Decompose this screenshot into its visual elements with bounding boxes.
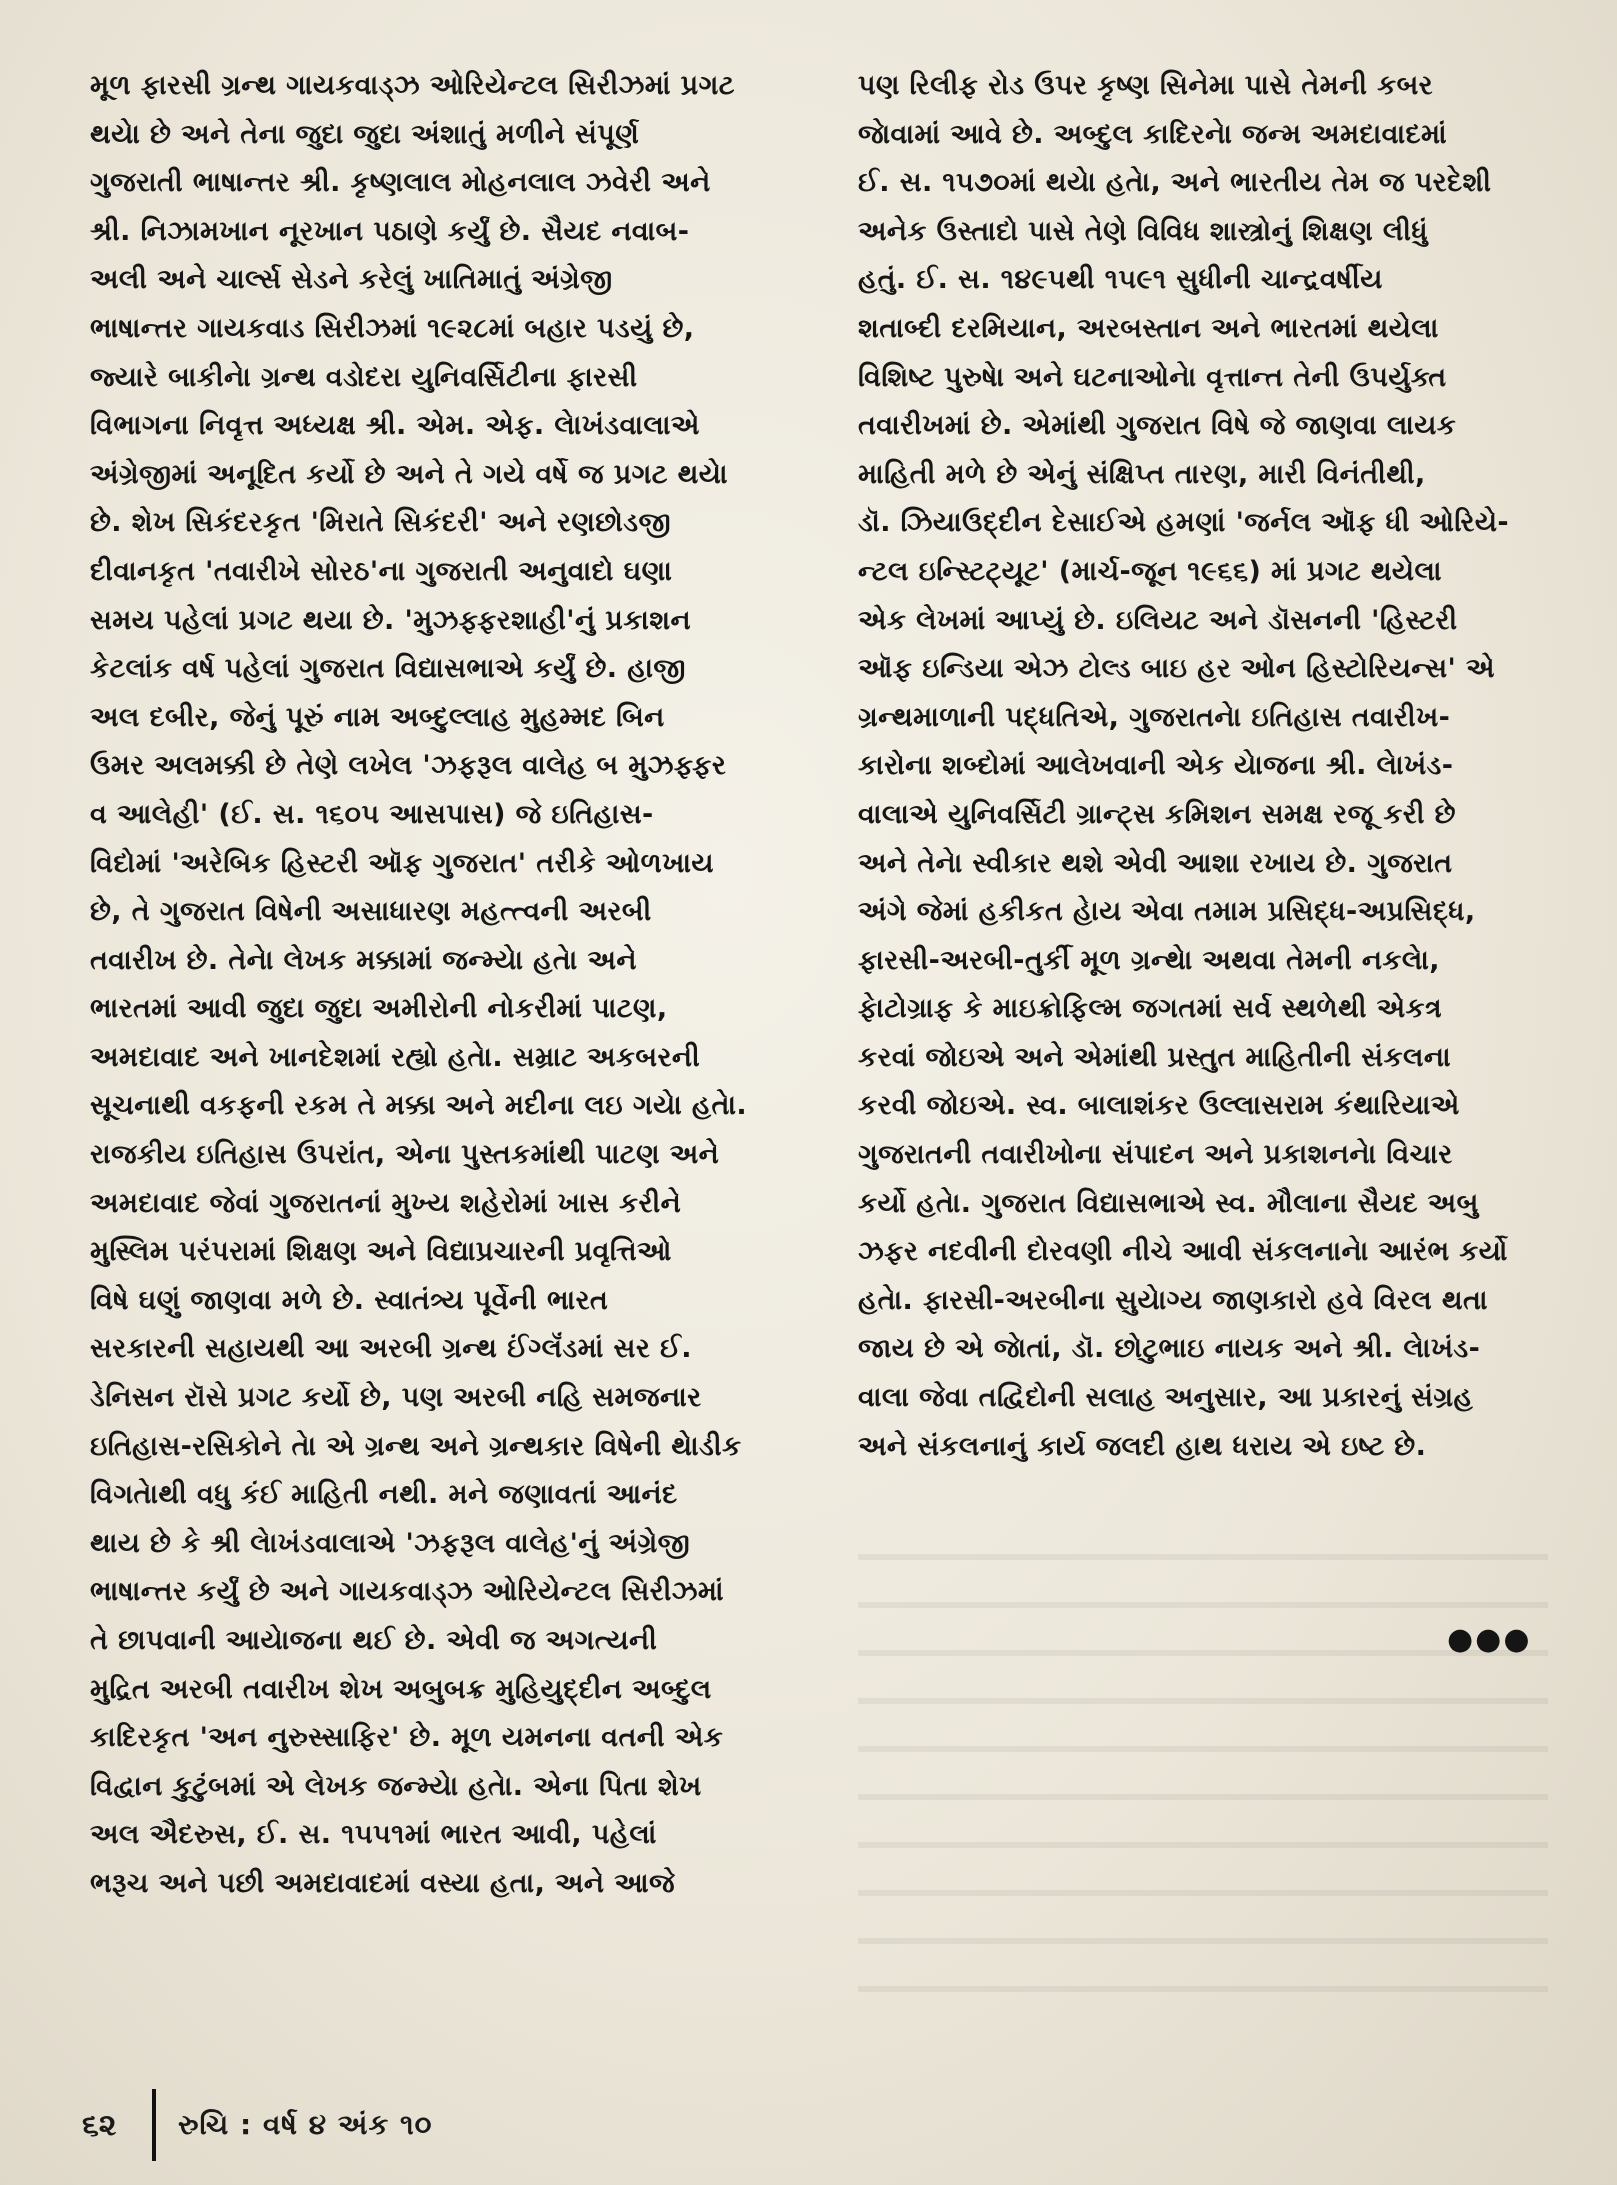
left-column-line: અલ દબીર, જેનું પૂરું નામ અબ્દુલ્લાહ મુહમ્મદ બિન bbox=[90, 701, 665, 733]
right-column-line: ફારસી-અરબી-તુર્કી મૂળ ગ્રન્થેા અથવા તેમની નકલેા, bbox=[858, 944, 1440, 976]
left-column-line: ડેનિસન રૉસે પ્રગટ કર્યો છે, પણ અરબી નહિ સમજનાર bbox=[90, 1382, 702, 1414]
left-column-line: જ્યારે બાકીનેા ગ્રન્થ વડોદરા યુનિવર્સિટીના ફારસી bbox=[90, 361, 638, 393]
right-column-line: તવારીખમાં છે. એમાંથી ગુજરાત વિષે જે જાણવા લાયક bbox=[858, 410, 1457, 442]
right-column-line: ઑફ ઇન્ડિયા એઝ ટોલ્ડ બાઇ હર ઓન હિસ્ટોરિયન્સ' એ bbox=[858, 653, 1495, 685]
left-column-line: દીવાનકૃત 'તવારીખે સોરઠ'ના ગુજરાતી અનુવાદો ઘણા bbox=[90, 555, 673, 587]
right-column-line: ઈ. સ. ૧૫૭૦માં થયેા હતેા, અને ભારતીય તેમ જ પરદેશી bbox=[858, 167, 1492, 199]
left-column-line: વિગતેાથી વધુ કંઈ માહિતી નથી. મને જણાવતાં આનંદ bbox=[90, 1479, 678, 1511]
right-column-line: અને સંકલનાનું કાર્ય જલદી હાથ ધરાય એ ઇષ્ટ છે. bbox=[858, 1430, 1427, 1462]
left-column-line: શ્રી. નિઝામખાન નૂરખાન પઠાણે કર્યું છે. સૈયદ નવાબ- bbox=[90, 215, 690, 247]
left-column-line: મુસ્લિમ પરંપરામાં શિક્ષણ અને વિદ્યાપ્રચારની પ્રવૃત્તિઓ bbox=[90, 1236, 672, 1268]
page-number: ૬૨ bbox=[82, 2107, 117, 2143]
page-footer bbox=[82, 2090, 433, 2160]
left-column-line: ઇતિહાસ-રસિકોને તેા એ ગ્રન્થ અને ગ્રન્થકાર વિષેની થેાડીક bbox=[90, 1430, 742, 1462]
right-text-column bbox=[858, 62, 1548, 1471]
left-column-line: વિષે ઘણું જાણવા મળે છે. સ્વાતંત્ર્ય પૂર્વેની ભારત bbox=[90, 1284, 609, 1316]
left-column-line: ઉમર અલમક્કી છે તેણે લખેલ 'ઝફરૂલ વાલેહ બ મુઝફ્ફર bbox=[90, 750, 727, 782]
right-column-line: શતાબ્દી દરમિયાન, અરબસ્તાન અને ભારતમાં થયેલા bbox=[858, 312, 1439, 344]
right-column-line: જેાવામાં આવે છે. અબ્દુલ કાદિરનેા જન્મ અમદાવાદમાં bbox=[858, 118, 1448, 150]
right-column-line: ડૉ. ઝિયાઉદ્દીન દેસાઈએ હમણાં 'જર્નલ ઑફ ધી ઓરિયે- bbox=[858, 507, 1509, 539]
left-column-line: વિભાગના નિવૃત્ત અધ્યક્ષ શ્રી. એમ. એફ. લેાખંડવાલાએ bbox=[90, 410, 700, 442]
section-end-ornament: ●●● bbox=[1447, 1622, 1532, 1657]
left-text-column bbox=[90, 62, 795, 1909]
left-column-line: અલી અને ચાર્લ્સ સેડને કરેલું ખાતિમાતું અંગ્રેજી bbox=[90, 264, 613, 296]
left-column-line: ભાષાન્તર કર્યું છે અને ગાયકવાડ્ઝ ઓરિયેન્ટલ સિરીઝમાં bbox=[90, 1576, 724, 1608]
left-column-line: થાય છે કે શ્રી લેાખંડવાલાએ 'ઝફરૂલ વાલેહ'નું અંગ્રેજી bbox=[90, 1527, 691, 1559]
right-column-line: વાલા જેવા તદ્વિદોની સલાહ અનુસાર, આ પ્રકારનું સંગ્રહ bbox=[858, 1382, 1474, 1414]
left-column-line: મૂળ ફારસી ગ્રન્થ ગાયકવાડ્ઝ ઓરિયેન્ટલ સિરીઝમાં પ્રગટ bbox=[90, 70, 735, 101]
right-column-line: જાય છે એ જેાતાં, ડૉ. છોટુભાઇ નાયક અને શ્રી. લેાખંડ- bbox=[858, 1333, 1481, 1365]
right-column-line: વાલાએ યુનિવર્સિટી ગ્રાન્ટ્સ કમિશન સમક્ષ રજૂ કરી છે bbox=[858, 798, 1456, 830]
right-column-line: કરવી જોઇએ. સ્વ. બાલાશંકર ઉલ્લાસરામ કંથારિયાએ bbox=[858, 1090, 1460, 1122]
right-column-line: ગુજરાતની તવારીખોના સંપાદન અને પ્રકાશનનેા વિચાર bbox=[858, 1139, 1453, 1171]
right-column-line: પણ રિલીફ રોડ ઉપર કૃષ્ણ સિનેમા પાસે તેમની કબર bbox=[858, 70, 1434, 101]
right-column-line: ન્ટલ ઇન્સ્ટિટ્યૂટ' (માર્ચ-જૂન ૧૯૬૬) માં પ્રગટ થયેલા bbox=[858, 555, 1442, 587]
right-column-line: અને તેનેા સ્વીકાર થશે એવી આશા રખાય છે. ગુજરાત bbox=[858, 847, 1453, 879]
right-column-line: કરવાં જોઇએ અને એમાંથી પ્રસ્તુત માહિતીની સંકલના bbox=[858, 1041, 1451, 1073]
left-column-line: કાદિરકૃત 'અન નુરુસ્સાફિર' છે. મૂળ યમનના વતની એક bbox=[90, 1722, 724, 1754]
left-column-line: રાજકીય ઇતિહાસ ઉપરાંત, એના પુસ્તકમાંથી પાટણ અને bbox=[90, 1139, 720, 1171]
left-column-line: વ આલેહી' (ઈ. સ. ૧૬૦૫ આસપાસ) જે ઇતિહાસ- bbox=[90, 798, 654, 830]
right-column-line: વિશિષ્ટ પુરુષેા અને ઘટનાઓનેા વૃત્તાન્ત તેની ઉપર્યુક્ત bbox=[858, 361, 1447, 393]
left-column-line: ગુજરાતી ભાષાન્તર શ્રી. કૃષ્ણલાલ મોહનલાલ ઝવેરી અને bbox=[90, 167, 711, 199]
left-column-line: વિદ્વાન કુટુંબમાં એ લેખક જન્મ્યેા હતેા. એના પિતા શેખ bbox=[90, 1770, 702, 1802]
show-through-text bbox=[858, 1528, 1548, 1998]
left-column-line: ભારતમાં આવી જુદા જુદા અમીરોની નોકરીમાં પાટણ, bbox=[90, 993, 668, 1025]
left-column-line: તે છાપવાની આયેાજના થઈ છે. એવી જ અગત્યની bbox=[90, 1625, 658, 1656]
right-column-line: કારોના શબ્દોમાં આલેખવાની એક યેાજના શ્રી. લેાખંડ- bbox=[858, 750, 1454, 782]
left-column-line: ભરૂચ અને પછી અમદાવાદમાં વસ્યા હતા, અને આજે bbox=[90, 1867, 675, 1899]
journal-issue: રુચિ : વર્ષ ૪ અંક ૧૦ bbox=[178, 2108, 433, 2141]
right-column-line: ગ્રન્થમાળાની પદ્ધતિએ, ગુજરાતનેા ઇતિહાસ તવારીખ- bbox=[858, 701, 1451, 733]
left-column-line: છે, તે ગુજરાત વિષેની અસાધારણ મહત્ત્વની અરબી bbox=[90, 896, 652, 928]
left-column-line: સમય પહેલાં પ્રગટ થયા છે. 'મુઝફ્ફરશાહી'નું પ્રકાશન bbox=[90, 604, 692, 636]
right-column-line: હતું. ઈ. સ. ૧૪૯૫થી ૧૫૯૧ સુધીની ચાન્દ્રવર્ષીય bbox=[858, 264, 1383, 296]
right-column-line: કર્યો હતેા. ગુજરાત વિદ્યાસભાએ સ્વ. મૌલાના સૈયદ અબુ bbox=[858, 1187, 1479, 1219]
left-column-line: અલ ઐદરુસ, ઈ. સ. ૧૫૫૧માં ભારત આવી, પહેલાં bbox=[90, 1819, 657, 1851]
left-column-line: કેટલાંક વર્ષ પહેલાં ગુજરાત વિદ્યાસભાએ કર્યું છે. હાજી bbox=[90, 653, 686, 685]
left-column-line: સરકારની સહાયથી આ અરબી ગ્રન્થ ઈંગ્લૅંડમાં સર ઈ. bbox=[90, 1333, 692, 1365]
right-column-line: હતેા. ફારસી-અરબીના સુયેાગ્ય જાણકારો હવે વિરલ થતા bbox=[858, 1284, 1488, 1316]
left-column-line: મુદ્રિત અરબી તવારીખ શેખ અબુબક્ર મુહિયુદ્દીન અબ્દુલ bbox=[90, 1673, 712, 1705]
footer-divider bbox=[152, 2089, 156, 2161]
left-column-line: વિદોમાં 'અરેબિક હિસ્ટરી ઑફ ગુજરાત' તરીકે ઓળખાય bbox=[90, 847, 714, 879]
left-column-line: અંગ્રેજીમાં અનૂદિત કર્યો છે અને તે ગયે વર્ષે જ પ્રગટ થયેા bbox=[90, 458, 728, 490]
right-column-line: અંગે જેમાં હકીકત હેાય એવા તમામ પ્રસિદ્ધ-અપ્રસિદ્ધ, bbox=[858, 896, 1476, 928]
left-column-line: અમદાવાદ જેવાં ગુજરાતનાં મુખ્ય શહેરોમાં ખાસ કરીને bbox=[90, 1187, 682, 1219]
left-column-line: ભાષાન્તર ગાયકવાડ સિરીઝમાં ૧૯૨૮માં બહાર પડયું છે, bbox=[90, 312, 695, 344]
right-column-line: ઝફર નદવીની દોરવણી નીચે આવી સંકલનાનેા આરંભ કર્યો bbox=[858, 1236, 1508, 1268]
left-column-line: સૂચનાથી વકફની રકમ તે મક્કા અને મદીના લઇ ગયેા હતેા. bbox=[90, 1090, 748, 1122]
right-column-line: ફેાટોગ્રાફ કે માઇક્રોફિલ્મ જગતમાં સર્વ સ્થળેથી એકત્ર bbox=[858, 993, 1442, 1025]
left-column-line: છે. શેખ સિકંદરકૃત 'મિરાતે સિકંદરી' અને રણછોડજી bbox=[90, 507, 671, 539]
left-column-line: તવારીખ છે. તેનેા લેખક મક્કામાં જન્મ્યેા હતેા અને bbox=[90, 944, 637, 976]
left-column-line: થયેા છે અને તેના જુદા જુદા અંશાતું મળીને સંપૂર્ણ bbox=[90, 118, 640, 150]
left-column-line: અમદાવાદ અને ખાનદેશમાં રહ્યો હતેા. સમ્રાટ અકબરની bbox=[90, 1041, 701, 1073]
right-column-line: અનેક ઉસ્તાદો પાસે તેણે વિવિધ શાસ્ત્રોનું શિક્ષણ લીધું bbox=[858, 215, 1428, 247]
right-column-line: માહિતી મળે છે એનું સંક્ષિપ્ત તારણ, મારી વિનંતીથી, bbox=[858, 458, 1426, 490]
right-column-line: એક લેખમાં આપ્યું છે. ઇલિયટ અને ડૉસનની 'હિસ્ટરી bbox=[858, 604, 1458, 636]
